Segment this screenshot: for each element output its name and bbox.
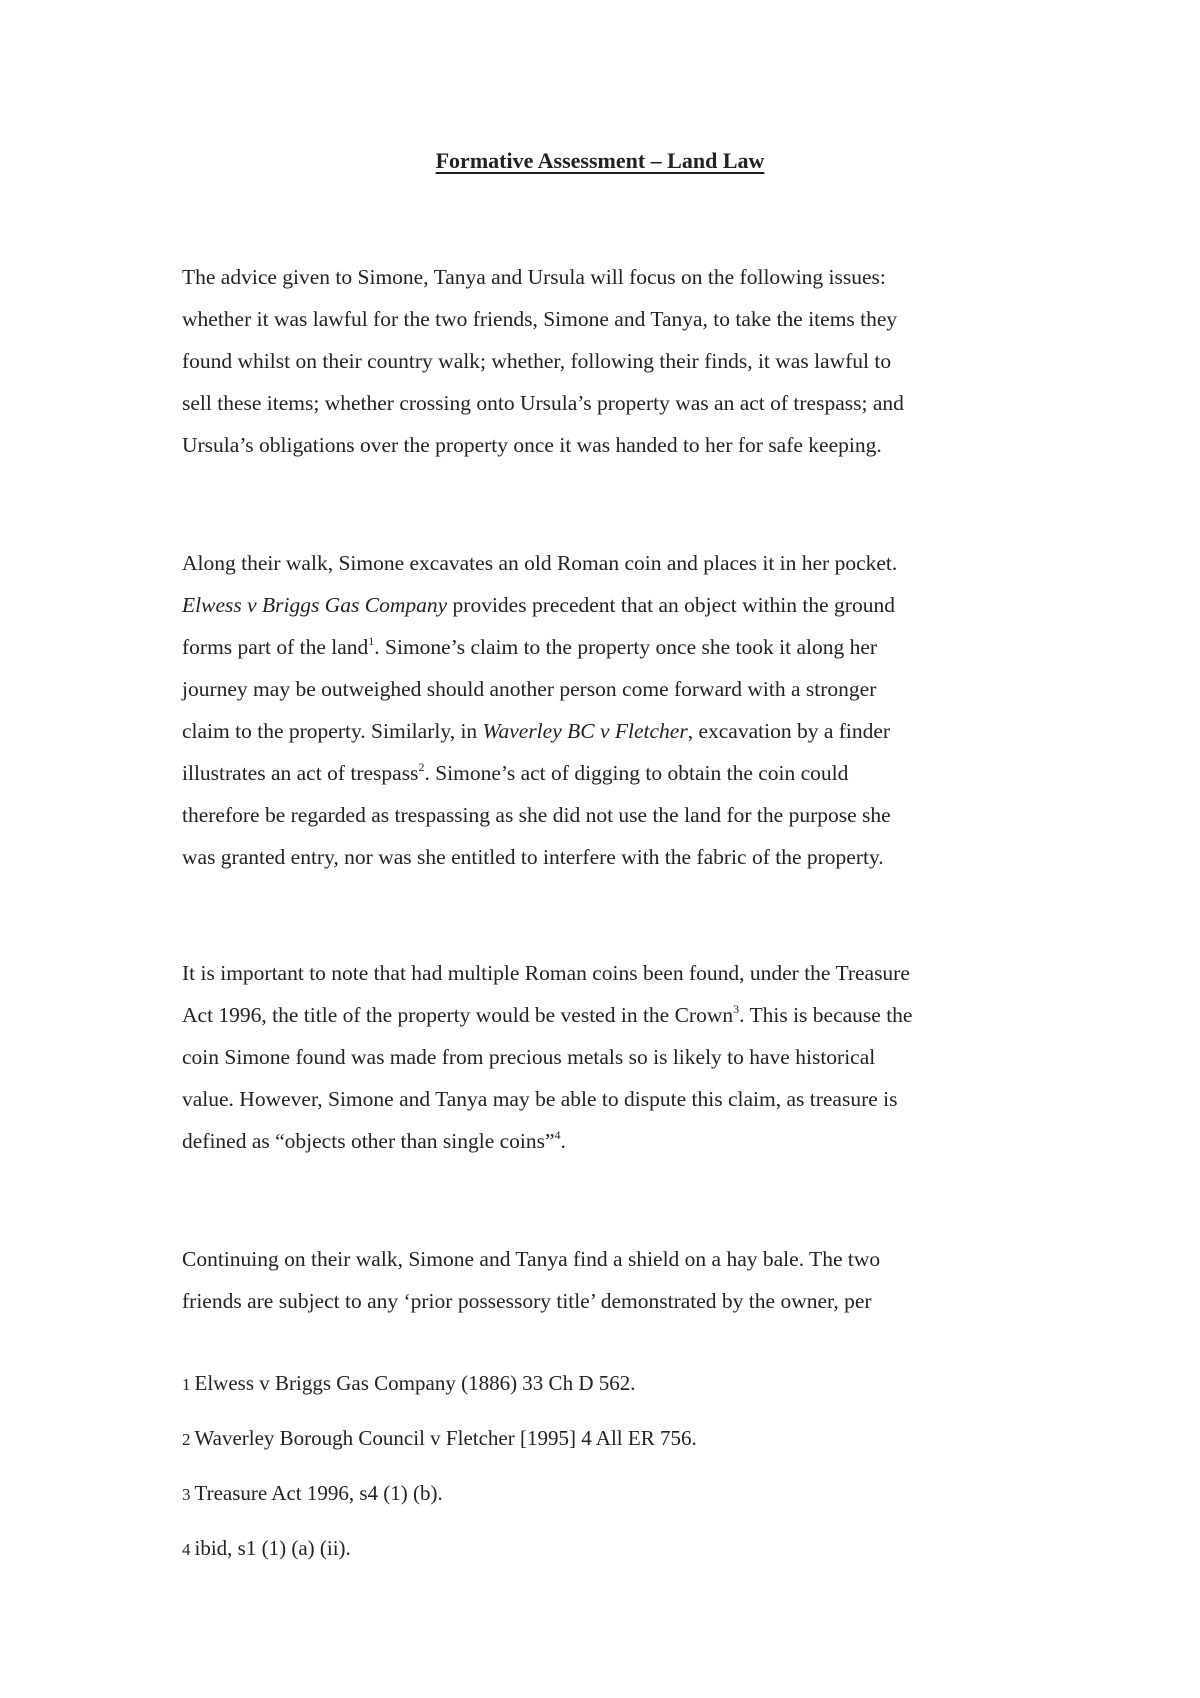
- text-segment: . This is because the: [739, 1003, 913, 1027]
- text-line: It is important to note that had multiple Roman coins been found, under the Treasure: [182, 961, 910, 985]
- document-title: Formative Assessment – Land Law: [435, 148, 765, 173]
- footnote-number: 2: [182, 1430, 191, 1449]
- text-line: found whilst on their country walk; whether, following their finds, it was lawful to: [182, 349, 892, 373]
- footnote-ref: 3: [733, 1002, 740, 1016]
- paragraph-treasure-act: [182, 952, 1042, 1162]
- text-line: [182, 1120, 1042, 1162]
- footnote-ref: 1: [368, 634, 375, 648]
- footnote-3: [182, 1478, 443, 1510]
- text-segment: . Simone’s act of digging to obtain the coin could: [424, 761, 849, 785]
- text-line: Ursula’s obligations over the property once it was handed to her for safe keeping.: [182, 433, 882, 457]
- text-segment: . Simone’s claim to the property once she took it along her: [374, 635, 878, 659]
- footnote-text: ibid, s1 (1) (a) (ii).: [194, 1536, 351, 1560]
- text-segment: claim to the property. Similarly, in: [182, 719, 483, 743]
- text-line: [182, 752, 1042, 794]
- text-segment: provides precedent that an object within the ground: [447, 593, 895, 617]
- text-segment: Act 1996, the title of the property would be vested in the Crown: [182, 1003, 734, 1027]
- footnote-number: 1: [182, 1375, 191, 1394]
- text-line: Along their walk, Simone excavates an old Roman coin and places it in her pocket.: [182, 551, 898, 575]
- text-line: Continuing on their walk, Simone and Tanya find a shield on a hay bale. The two: [182, 1247, 881, 1271]
- footnote-number: 3: [182, 1485, 191, 1504]
- paragraph-roman-coin: [182, 542, 1042, 878]
- text-line: therefore be regarded as trespassing as she did not use the land for the purpose she: [182, 803, 891, 827]
- text-line: journey may be outweighed should another person come forward with a stronger: [182, 677, 877, 701]
- text-segment: forms part of the land: [182, 635, 369, 659]
- text-segment: , excavation by a finder: [687, 719, 891, 743]
- paragraph-shield: [182, 1238, 1042, 1322]
- case-name-italic: Elwess v Briggs Gas Company: [182, 593, 448, 617]
- text-line: friends are subject to any ‘prior possessory title’ demonstrated by the owner, per: [182, 1289, 872, 1313]
- text-line: was granted entry, nor was she entitled to interfere with the fabric of the property.: [182, 845, 884, 869]
- text-segment: defined as “objects other than single coins”: [182, 1129, 555, 1153]
- footnote-number: 4: [182, 1540, 191, 1559]
- text-line: sell these items; whether crossing onto Ursula’s property was an act of trespass; and: [182, 391, 904, 415]
- footnote-text: Treasure Act 1996, s4 (1) (b).: [194, 1481, 443, 1505]
- text-segment: illustrates an act of trespass: [182, 761, 419, 785]
- case-name-italic: Waverley BC v Fletcher: [482, 719, 688, 743]
- text-line: whether it was lawful for the two friends, Simone and Tanya, to take the items they: [182, 307, 898, 331]
- text-line: The advice given to Simone, Tanya and Ursula will focus on the following issues:: [182, 265, 886, 289]
- text-line: [182, 710, 1042, 752]
- text-line: [182, 626, 1042, 668]
- text-line: coin Simone found was made from precious metals so is likely to have historical: [182, 1045, 876, 1069]
- text-line: value. However, Simone and Tanya may be able to dispute this claim, as treasure is: [182, 1087, 898, 1111]
- footnote-4: [182, 1533, 351, 1565]
- footnote-text: Waverley Borough Council v Fletcher [1995] 4 All ER 756.: [194, 1426, 697, 1450]
- footnote-2: [182, 1423, 697, 1455]
- text-line: [182, 584, 1042, 626]
- paragraph-intro: [182, 256, 1042, 466]
- text-line: [182, 994, 1042, 1036]
- text-segment: .: [560, 1129, 566, 1153]
- footnote-1: [182, 1368, 635, 1400]
- footnote-text: Elwess v Briggs Gas Company (1886) 33 Ch D 562.: [194, 1371, 636, 1395]
- footnote-ref: 2: [418, 760, 425, 774]
- footnote-ref: 4: [554, 1128, 561, 1142]
